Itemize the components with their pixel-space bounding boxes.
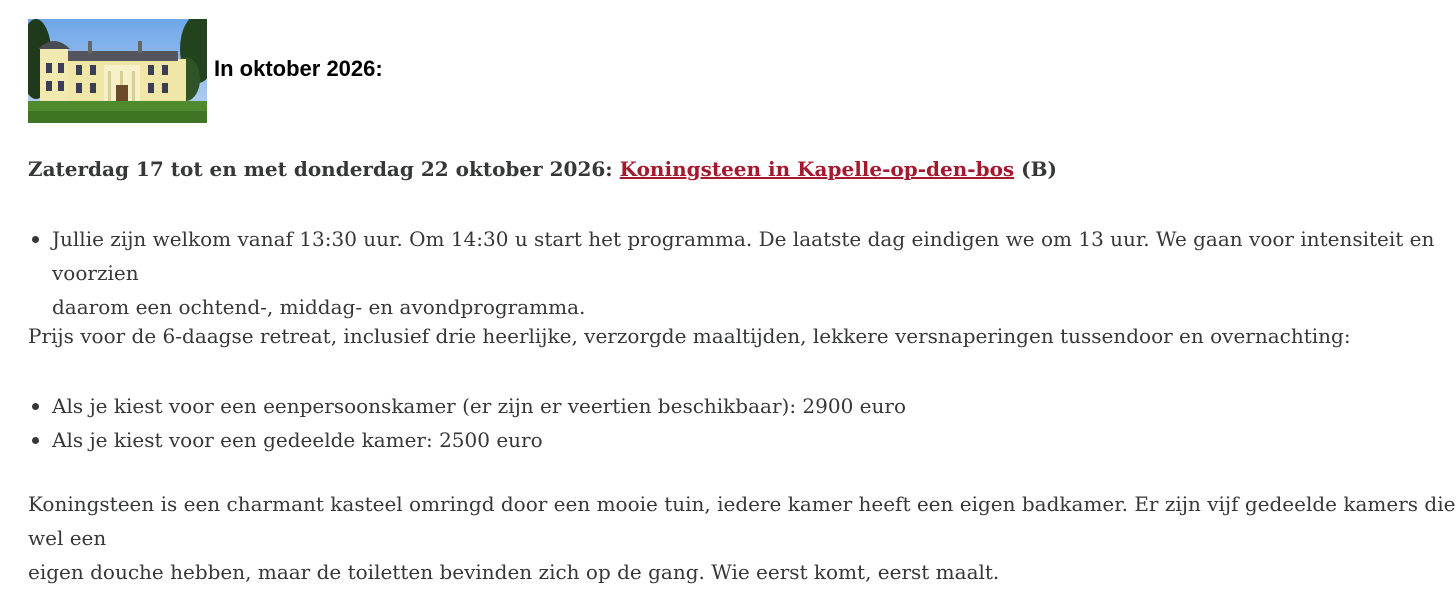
- header: [28, 19, 383, 123]
- description-line-2: eigen douche hebben, maar de toiletten bevinden zich op de gang. Wie eerst komt, eerst maalt.: [28, 560, 1000, 584]
- list-item: [28, 222, 1456, 324]
- list-item: Als je kiest voor een gedeelde kamer: 2500 euro: [28, 423, 906, 457]
- venue-link[interactable]: Koningsteen in Kapelle-op-den-bos: [619, 157, 1015, 181]
- castle-photo: [28, 19, 207, 123]
- event-country: (B): [1021, 157, 1057, 181]
- list-item: Als je kiest voor een eenpersoonskamer (er zijn er veertien beschikbaar): 2900 euro: [28, 389, 906, 423]
- schedule-line-1: Jullie zijn welkom vanaf 13:30 uur. Om 14:30 u start het programma. De laatste dag eindigen we om 13 uur. We gaan voor intensiteit en voorzien: [52, 227, 1435, 285]
- schedule-line-2: daarom een ochtend-, middag- en avondprogramma.: [52, 295, 586, 319]
- description-paragraph: [28, 487, 1456, 589]
- event-date-line: [28, 152, 1057, 186]
- event-date-text: Zaterdag 17 tot en met donderdag 22 oktober 2026:: [28, 157, 613, 181]
- schedule-list: [28, 222, 1456, 324]
- pricing-list: [28, 389, 906, 457]
- description-line-1: Koningsteen is een charmant kasteel omringd door een mooie tuin, iedere kamer heeft een eigen badkamer. Er zijn vijf gedeelde kamers die wel een: [28, 492, 1456, 550]
- section-heading: In oktober 2026:: [214, 56, 383, 81]
- pricing-intro: Prijs voor de 6-daagse retreat, inclusief drie heerlijke, verzorgde maaltijden, lekkere versnaperingen tussendoor en overnachting:: [28, 324, 1351, 348]
